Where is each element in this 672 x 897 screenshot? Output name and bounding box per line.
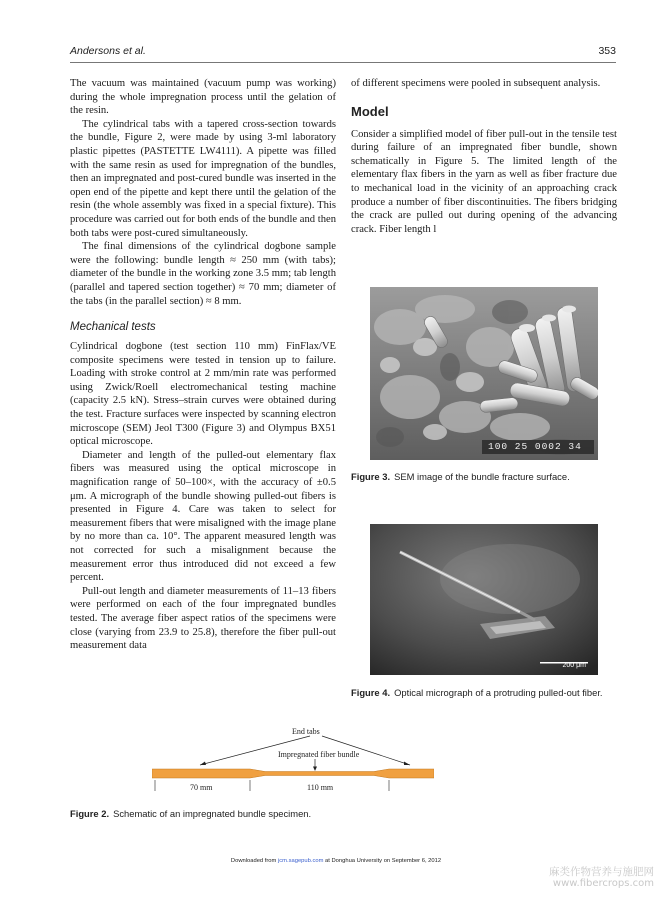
specimen-body bbox=[152, 769, 434, 778]
page-number: 353 bbox=[598, 45, 616, 57]
watermark-line-1: 麻类作物营养与施肥网 bbox=[549, 866, 654, 878]
caption-label: Figure 4. bbox=[351, 687, 391, 698]
sem-image bbox=[370, 287, 598, 460]
watermark-line-2: www.fibercrops.com bbox=[552, 878, 654, 889]
sem-scale-text: 100 25 0002 34 bbox=[488, 441, 582, 452]
paragraph: Diameter and length of the pulled-out elementary flax fibers was measured using the optical microscope in magnification range of 50–100×, with the accuracy of ±0.5 μm. A micrograph of the bundle showing pulled-out fibers is presented in Figure 4. Care was taken to select for measurement fibers that were misaligned with the image plane by no more than ca. 10°. The apparent measured length was not corrected for such a misalignment because the measurement error thus introduced did not exceed a few percent. bbox=[70, 449, 336, 584]
subsection-title: Mechanical tests bbox=[70, 321, 156, 334]
caption-label: Figure 2. bbox=[70, 808, 110, 819]
running-header-authors: Andersons et al. bbox=[70, 45, 146, 57]
paragraph: Consider a simplified model of fiber pull-out in the tensile test during failure of an impregnated fiber bundle, shown schematically in Figure 5. The limited length of the elementary flax fibers in the yarn as well as fiber fracture due to mechanical load in the vicinity of an approaching crack produce a number of fiber discontinuities. The fibers bridging the crack are pulled out during opening of the advancing crack. Fiber length l bbox=[351, 128, 617, 235]
footer-prefix: Downloaded from bbox=[230, 858, 277, 864]
paragraph: Pull-out length and diameter measurements of 11–13 fibers were performed on each of the four impregnated bundles tested. The average fiber aspect ratios of the specimens were close (varying from 23.9 to 25.8), therefore the fiber pull-out measurement data bbox=[70, 585, 336, 652]
figure-4-caption bbox=[351, 687, 603, 698]
section-title: Model bbox=[351, 103, 389, 119]
bundle-label: Impregnated fiber bundle bbox=[278, 750, 360, 759]
footer-link[interactable]: jcm.sagepub.com bbox=[277, 858, 324, 864]
paragraph: The cylindrical tabs with a tapered cross-section towards the bundle, Figure 2, were made by using 3-ml laboratory plastic pipettes (PASTETTE LW4111). A pipette was filled with the same resin as used for impregnation of the bundles, then an impregnated and post-cured bundle was inserted in the open end of the pipette and kept there until the gelation of the resin (the whole assembly was fixed in a special fixture). This procedure was carried out for both ends of the bundle and then both tabs were post-cured simultaneously. bbox=[70, 118, 336, 239]
tab-length-label: 70 mm bbox=[190, 783, 213, 792]
micrograph-scale-text: 200 μm bbox=[562, 662, 586, 669]
caption-text: Schematic of an impregnated bundle specimen. bbox=[113, 808, 312, 819]
download-footer bbox=[0, 858, 672, 864]
header-rule bbox=[70, 62, 616, 63]
paragraph: Cylindrical dogbone (test section 110 mm) FinFlax/VE composite specimens were tested in tension up to failure. Loading with stroke control at 2 mm/min rate was performed using Zwick/Roell electromechanical testing machine (capacity 2.5 kN). Stress–strain curves were obtained during the test. Fracture surfaces were inspected by scanning electron microscope (SEM) Jeol T300 (Figure 3) and Olympus BX51 optical microscope. bbox=[70, 341, 336, 448]
footer-suffix: at Donghua University on September 6, 2012 bbox=[325, 858, 442, 864]
optical-micrograph bbox=[370, 524, 598, 675]
end-tabs-label: End tabs bbox=[292, 727, 320, 736]
watermark bbox=[549, 866, 654, 890]
paragraph: of different specimens were pooled in subsequent analysis. bbox=[351, 78, 601, 89]
specimen-schematic bbox=[152, 727, 434, 795]
figure-3-caption bbox=[351, 471, 570, 482]
paragraph: The vacuum was maintained (vacuum pump was working) during the whole impregnation process until the gelation of the resin. bbox=[70, 78, 336, 117]
right-column bbox=[351, 77, 617, 236]
test-length-label: 110 mm bbox=[307, 783, 334, 792]
left-column bbox=[70, 77, 336, 653]
caption-text: Optical micrograph of a protruding pulled-out fiber. bbox=[394, 687, 603, 698]
caption-text: SEM image of the bundle fracture surface. bbox=[394, 471, 570, 482]
paragraph: The final dimensions of the cylindrical dogbone sample were the following: bundle length ≈ 250 mm (with tabs); diameter of the bundle in the working zone 3.5 mm; tab length (parallel and tapered section together) ≈ 70 mm; diameter of the tabs (in the parallel section) ≈ 8 mm. bbox=[70, 241, 336, 307]
caption-label: Figure 3. bbox=[351, 471, 391, 482]
figure-2-caption bbox=[70, 808, 311, 819]
